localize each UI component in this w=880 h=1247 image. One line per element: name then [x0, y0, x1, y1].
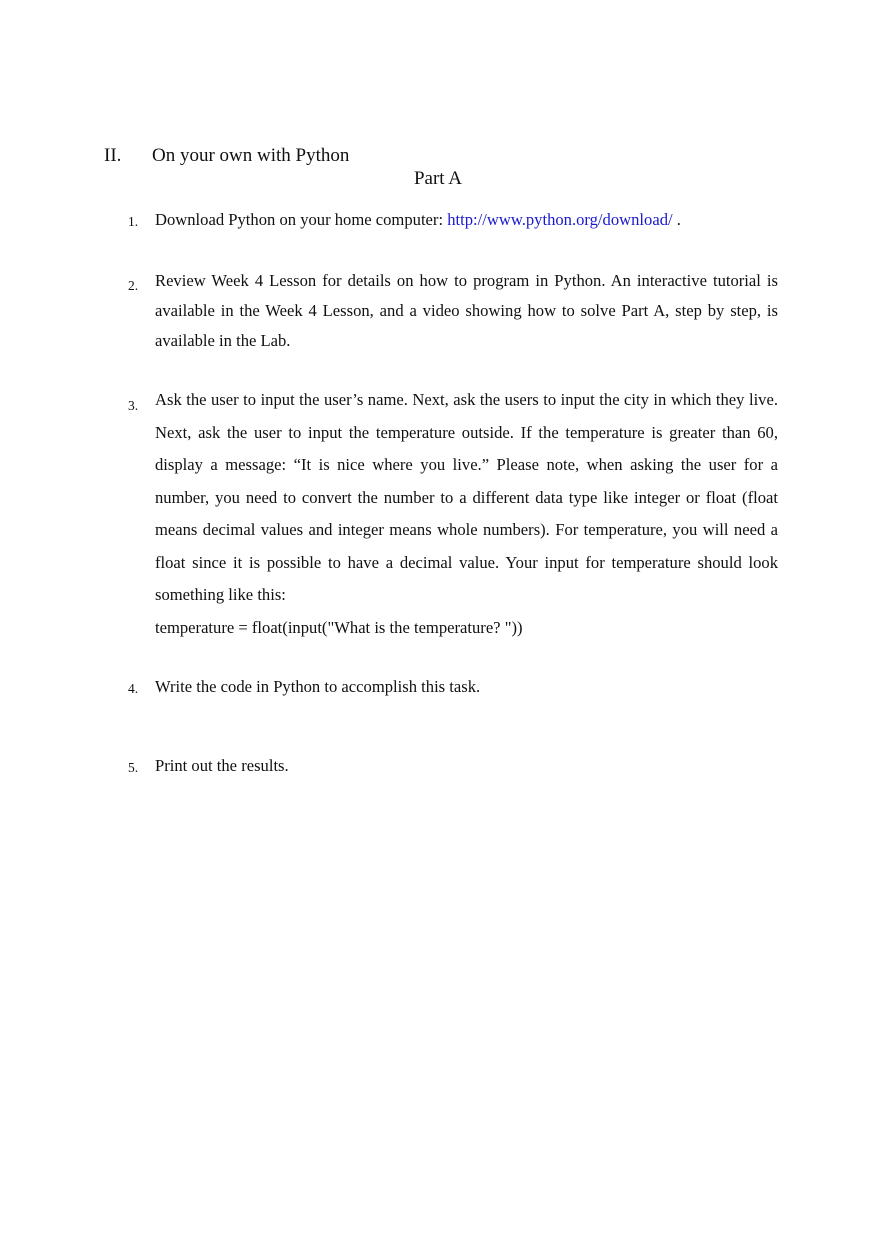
list-item	[128, 384, 778, 644]
part-title: Part A	[413, 168, 463, 189]
item-text: Print out the results.	[155, 756, 289, 775]
section-heading	[104, 144, 349, 168]
item-text: Download Python on your home computer:	[155, 210, 448, 229]
item-number: 4.	[128, 681, 139, 696]
code-example: temperature = float(input("What is the temperature? "))	[155, 617, 523, 637]
section-numeral: II.	[104, 145, 122, 166]
item-number: 1.	[128, 214, 139, 229]
list-item	[128, 675, 778, 699]
item-number: 3.	[128, 398, 139, 413]
list-item	[128, 208, 778, 232]
list-item	[128, 754, 778, 778]
item-suffix: .	[672, 210, 681, 229]
item-text: Ask the user to input the user’s name. Next, ask the users to input the city in which they live. Next, ask the user to input the temperature outside. If the temperature is greater than 60, display a message: “It is nice where you live.” Please note, when asking the user for a number, you need to convert the number to a different data type like integer or float (float means decimal values and integer means whole numbers). For temperature, you will need a float since it is possible to have a decimal value. Your input for temperature should look something like this:	[155, 390, 778, 604]
item-number: 2.	[128, 278, 139, 293]
item-text: Write the code in Python to accomplish this task.	[155, 677, 481, 696]
python-download-link[interactable]: http://www.python.org/download/	[447, 210, 673, 229]
section-title: On your own with Python	[152, 145, 350, 166]
item-number: 5.	[128, 760, 139, 775]
list-item	[128, 266, 778, 356]
item-text: Review Week 4 Lesson for details on how to program in Python. An interactive tutorial is available in the Week 4 Lesson, and a video showing how to solve Part A, step by step, is available in the Lab.	[155, 271, 778, 350]
